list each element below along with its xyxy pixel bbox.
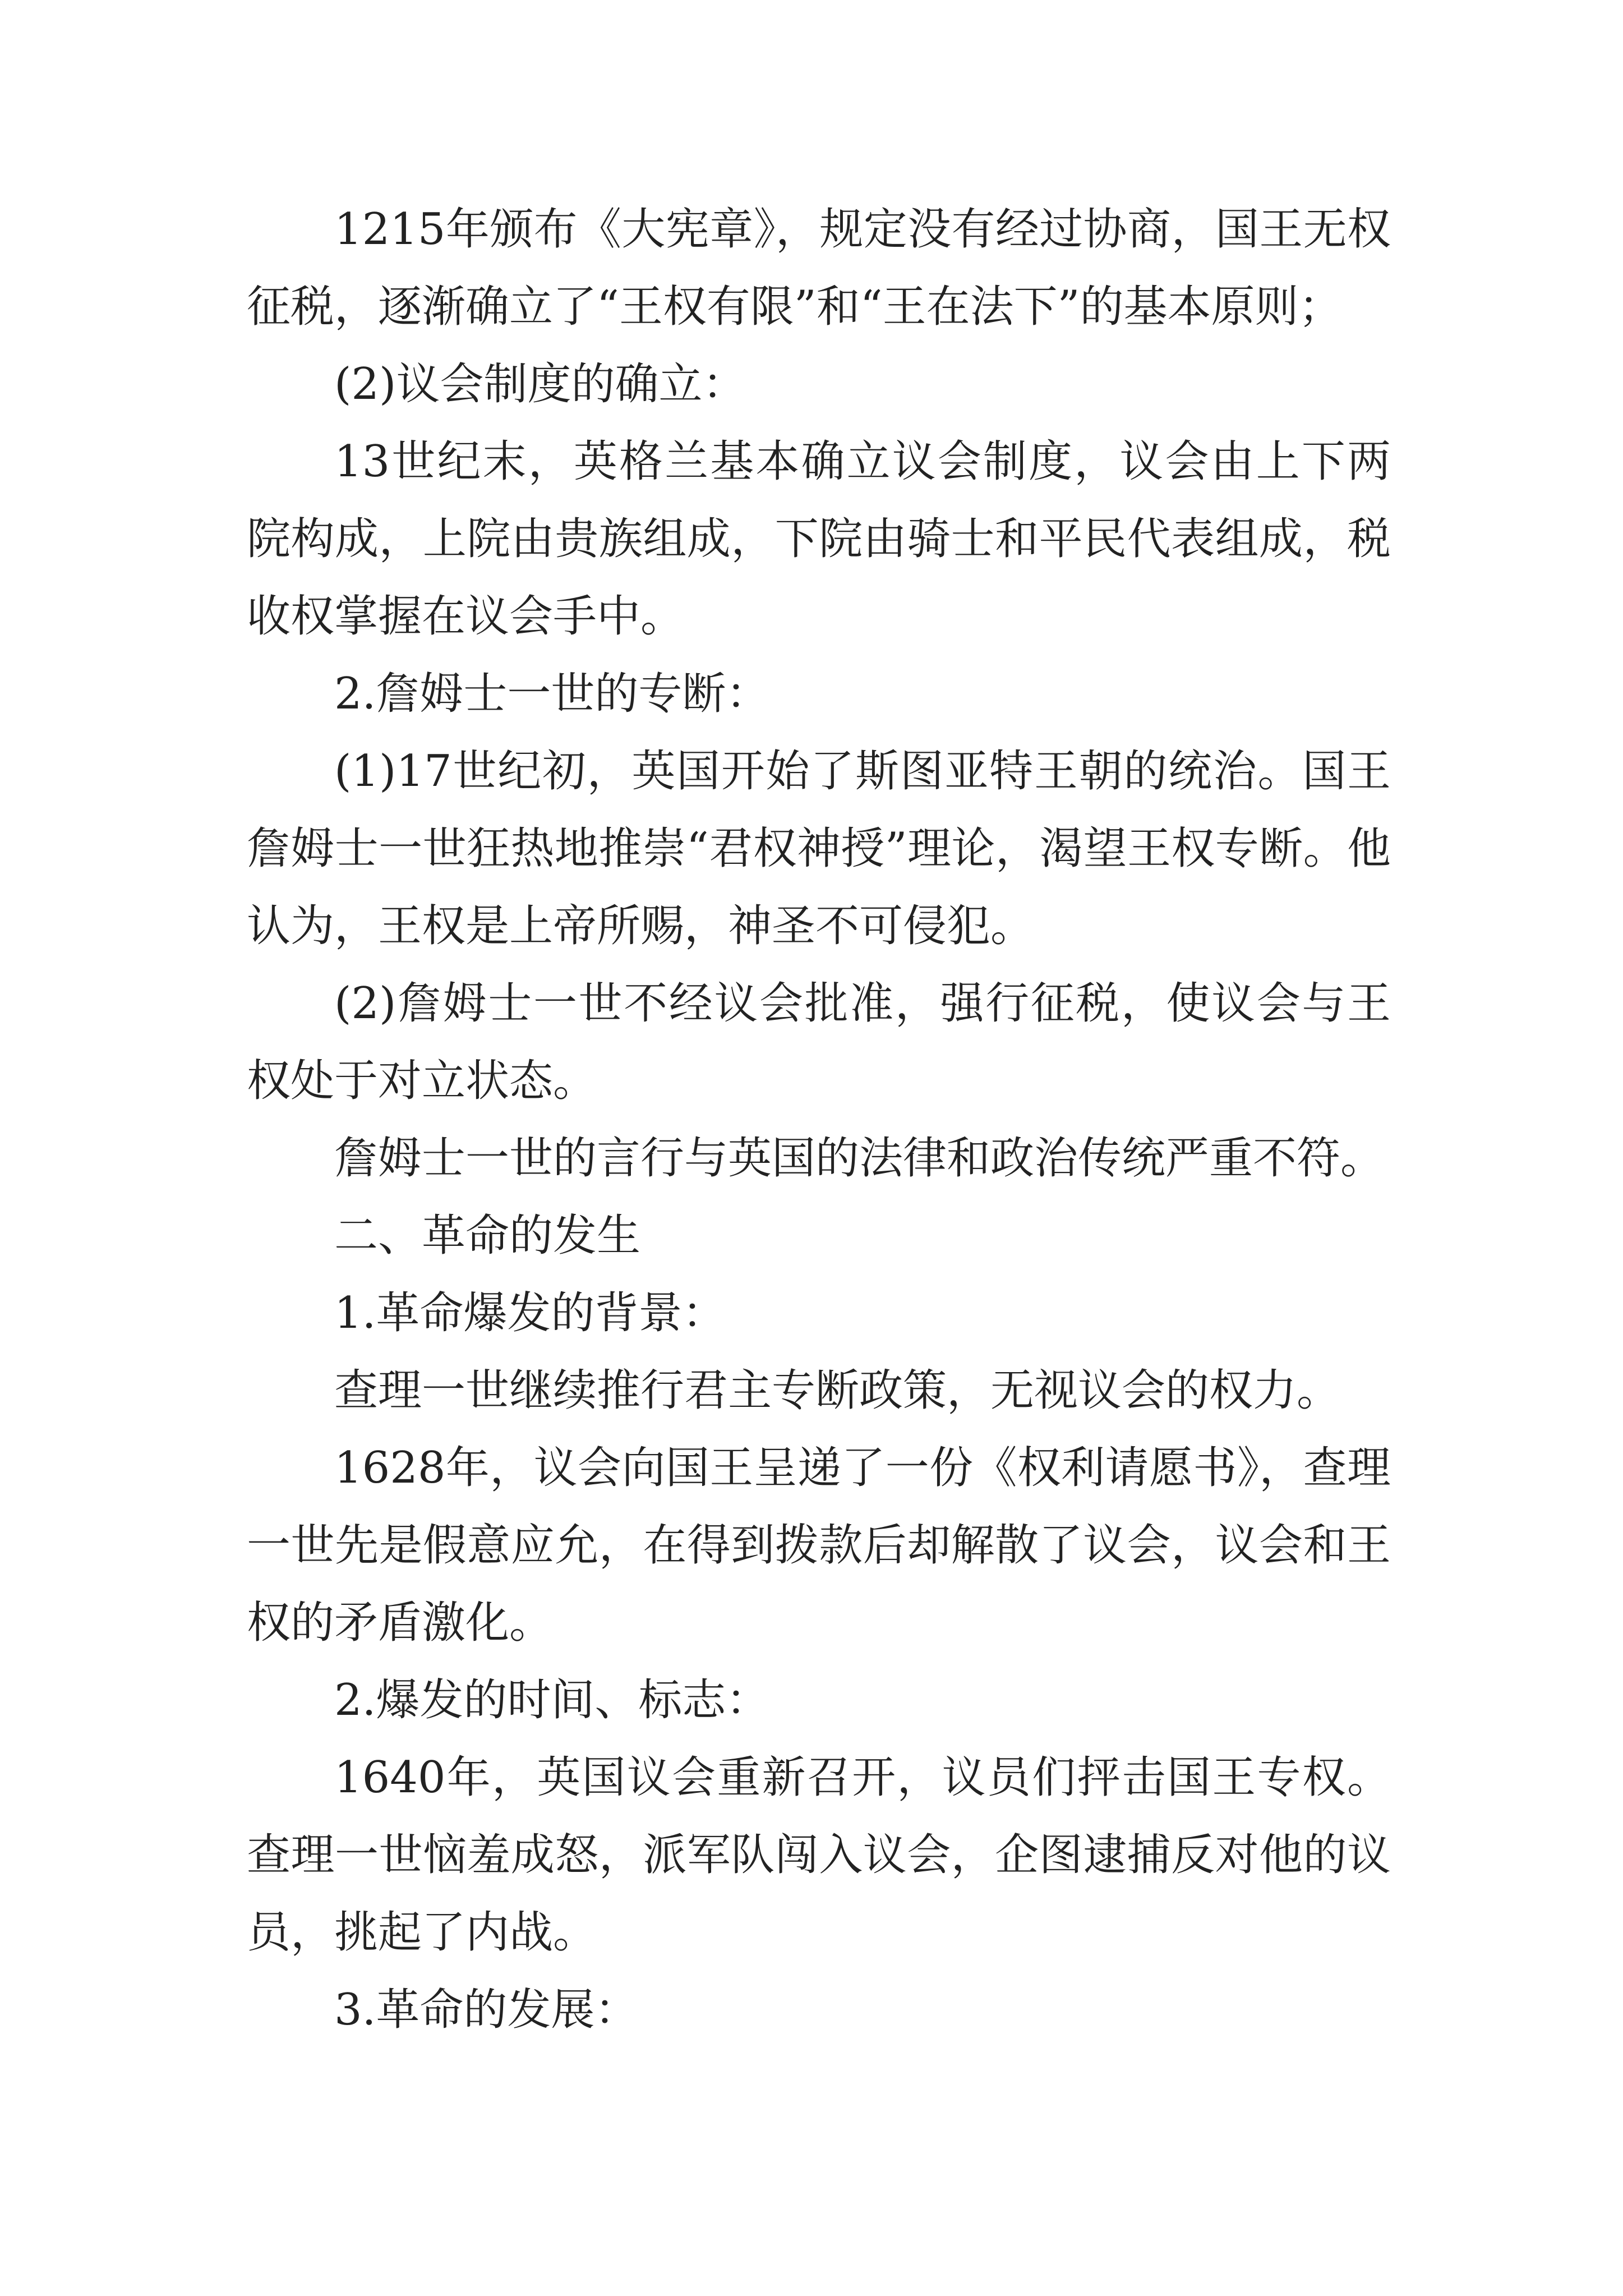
- section-heading-revolution: 二、革命的发生: [334, 1211, 641, 1261]
- heading-parliament-system: (2)议会制度的确立：: [334, 359, 746, 409]
- paragraph-civil-war: 1640年，英国议会重新召开，议员们抨击国王专权。查理一世恼羞成怒，派军队闯入议会，企图逮捕反对他的议员，挑起了内战。: [247, 1752, 1391, 1958]
- document-body: [247, 191, 1391, 2049]
- heading-time-sign: 2.爆发的时间、标志：: [334, 1675, 770, 1726]
- paragraph-petition-of-right: 1628年，议会向国王呈递了一份《权利请愿书》，查理一世先是假意应允，在得到拨款后却解散了议会，议会和王权的矛盾激化。: [247, 1443, 1391, 1648]
- paragraph-charles-policy: 查理一世继续推行君主专断政策，无视议会的权力。: [334, 1365, 1341, 1416]
- heading-background: 1.革命爆发的背景：: [334, 1288, 726, 1338]
- paragraph-forced-taxation: (2)詹姆士一世不经议会批准，强行征税，使议会与王权处于对立状态。: [247, 978, 1391, 1106]
- heading-james-autocracy: 2.詹姆士一世的专断：: [334, 669, 770, 719]
- paragraph-parliament: 13世纪末，英格兰基本确立议会制度，议会由上下两院构成，上院由贵族组成，下院由骑士和平民代表组成，税收权掌握在议会手中。: [247, 436, 1391, 642]
- paragraph-tradition-conflict: 詹姆士一世的言行与英国的法律和政治传统严重不符。: [334, 1133, 1385, 1184]
- paragraph-stuart-dynasty: (1)17世纪初，英国开始了斯图亚特王朝的统治。国王詹姆士一世狂热地推崇“君权神授”理论，渴望王权专断。他认为，王权是上帝所赐，神圣不可侵犯。: [247, 746, 1391, 951]
- heading-development: 3.革命的发展：: [334, 1985, 639, 2035]
- paragraph-magna-carta: 1215年颁布《大宪章》，规定没有经过协商，国王无权征税，逐渐确立了“王权有限”和“王在法下”的基本原则；: [247, 204, 1391, 332]
